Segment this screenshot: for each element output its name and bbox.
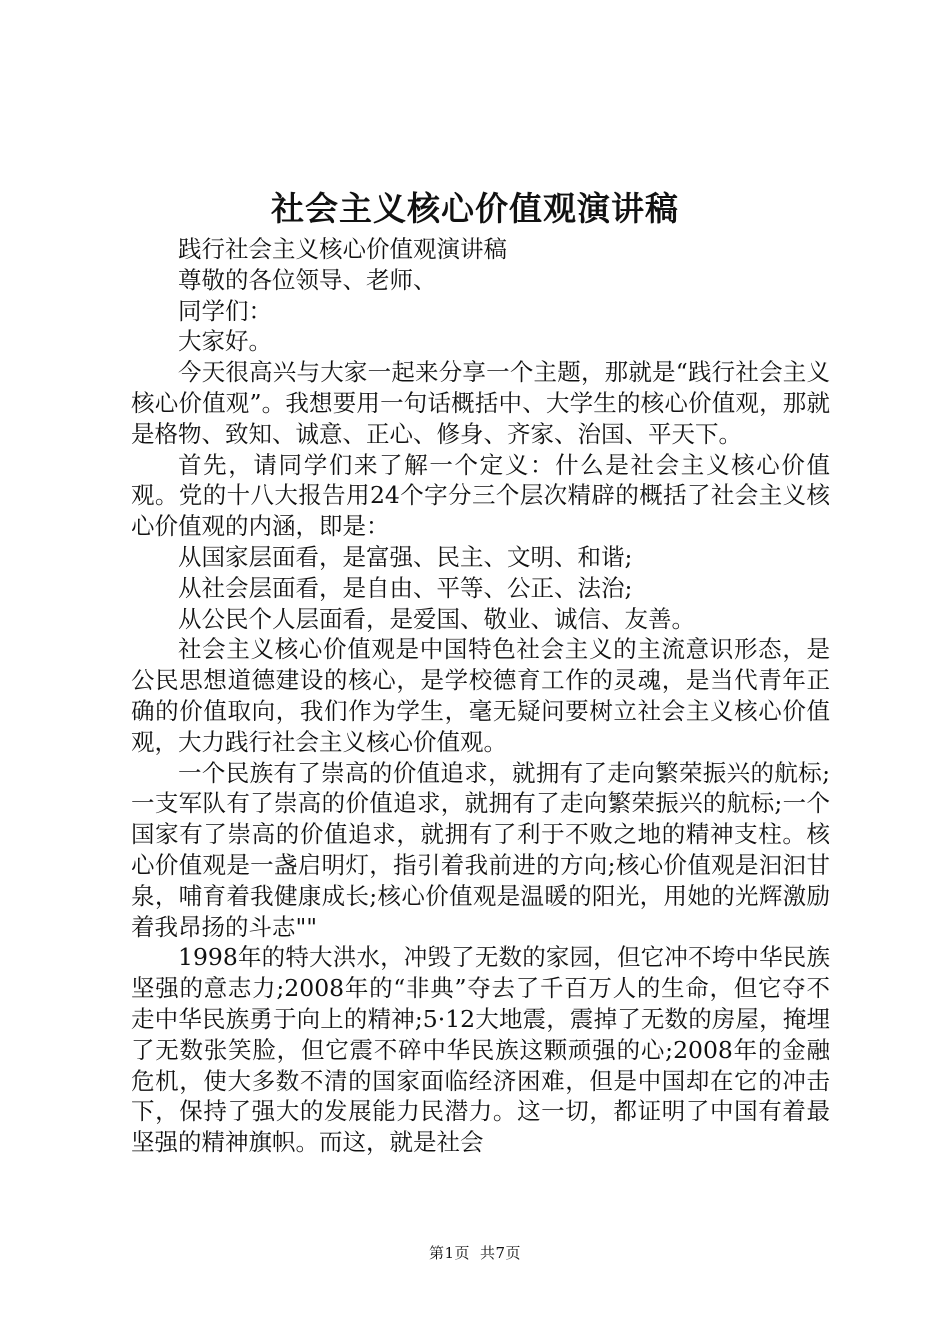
paragraph-individual-level: 从公民个人层面看，是爱国、敬业、诚信、友善。 [178, 604, 695, 633]
page-number-current: 第1页 [428, 1244, 470, 1262]
document-title: 社会主义核心价值观演讲稿 [271, 189, 679, 228]
paragraph-salutation-1: 尊敬的各位领导、老师、 [178, 265, 437, 294]
paragraph-national-level: 从国家层面看，是富强、民主、文明、和谐; [178, 542, 633, 571]
paragraph: 社会主义核心价值观是中国特色社会主义的主流意识形态，是公民思想道德建设的核心，是学校德育工作的灵魂，是当代青年正确的价值取向，我们作为学生，毫无疑问要树立社会主义核心价值观，大力践行社会主义核心价值观。 [131, 635, 830, 756]
paragraph-greeting: 大家好。 [178, 327, 272, 356]
paragraph-subtitle: 践行社会主义核心价值观演讲稿 [178, 235, 507, 263]
paragraph: 首先，请同学们来了解一个定义：什么是社会主义核心价值观。党的十八大报告用24个字分三个层次精辟的概括了社会主义核心价值观的内涵，即是： [131, 450, 830, 541]
page-footer [0, 1243, 950, 1263]
document-body [131, 234, 830, 1158]
paragraph-social-level: 从社会层面看，是自由、平等、公正、法治; [178, 573, 633, 602]
paragraph: 一个民族有了崇高的价值追求，就拥有了走向繁荣振兴的航标;一支军队有了崇高的价值追求，就拥有了走向繁荣振兴的航标;一个国家有了崇高的价值追求，就拥有了利于不败之地的精神支柱。核心价值观是一盏启明灯，指引着我前进的方向;核心价值观是汩汩甘泉，哺育着我健康成长;核心价值观是温暖的阳光，用她的光辉激励着我昂扬的斗志"" [131, 758, 830, 941]
paragraph-salutation-2: 同学们： [178, 296, 272, 325]
paragraph: 今天很高兴与大家一起来分享一个主题，那就是“践行社会主义核心价值观”。我想要用一句话概括中、大学生的核心价值观，那就是格物、致知、诚意、正心、修身、齐家、治国、平天下。 [131, 358, 830, 448]
paragraph: 1998年的特大洪水，冲毁了无数的家园，但它冲不垮中华民族坚强的意志力;2008年的“非典”夺去了千百万人的生命，但它夺不走中华民族勇于向上的精神;5·12大地震，震掉了无数的房屋，掩埋了无数张笑脸，但它震不碎中华民族这颗顽强的心;2008年的金融危机，使大多数不清的国家面临经济困难，但是中国却在它的冲击下，保持了强大的发展能力民潜力。这一切，都证明了中国有着最坚强的精神旗帜。而这，就是社会 [131, 943, 830, 1157]
page-number-total: 共7页 [480, 1244, 522, 1262]
